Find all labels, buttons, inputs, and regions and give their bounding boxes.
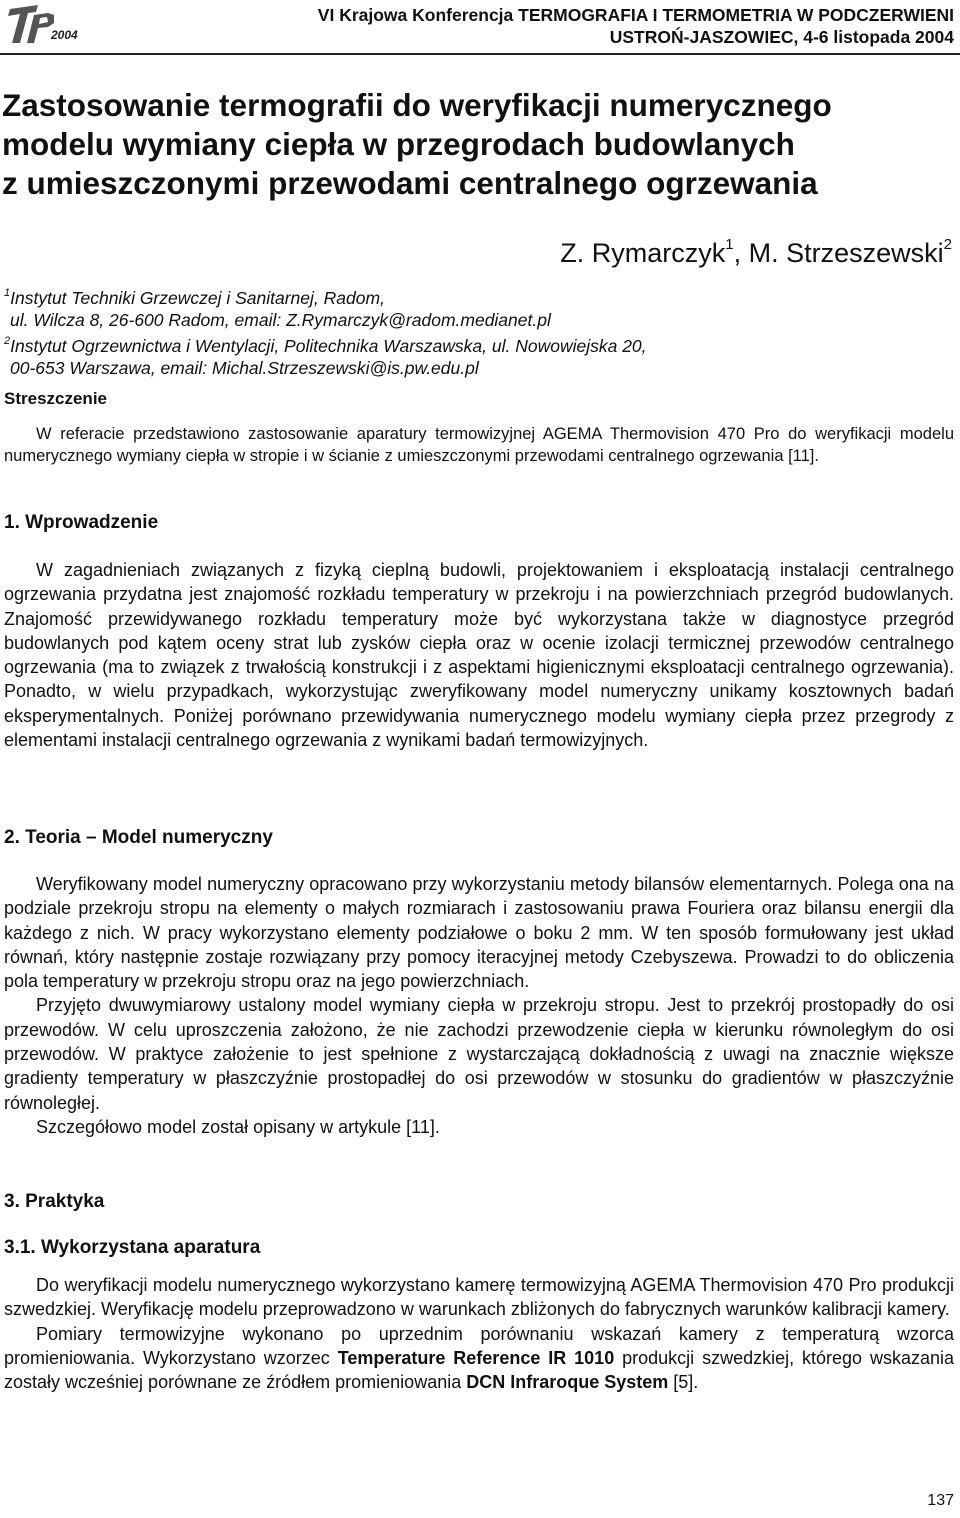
conference-name: VI Krajowa Konferencja TERMOGRAFIA I TERMOMETRIA W PODCZERWIENI [317, 5, 954, 25]
affil-2-line-1: Instytut Ogrzewnictwa i Wentylacji, Politechnika Warszawska, ul. Nowowiejska 20, [10, 336, 647, 356]
author-1-affil: 1 [725, 236, 734, 253]
affil-1-line-2: ul. Wilcza 8, 26-600 Radom, email: Z.Rymarczyk@radom.medianet.pl [10, 310, 551, 330]
radiation-source: DCN Infraroque System [466, 1372, 669, 1393]
section-2-paragraph-1: Weryfikowany model numeryczny opracowano przy wykorzystaniu metody bilansów elementarnych. Polega ona na podziale przekroju stropu na elementy o małych rozmiarach i zastosowaniu prawa Fouriera oraz bilansu energii dla każdego z nich. W pracy wykorzystano elementy podziałowe o boku 2 mm. W ten sposób formułowany jest układ równań, który następnie zostaje rozwiązany przy pomocy iteracyjnej metody Czebyszewa. Prowadzi to do obliczenia pola temperatury w przekroju stropu oraz na jego powierzchniach. [4, 874, 954, 992]
p2-text-a: Pomiary termowizyjne wykonano po uprzednim porównaniu wskazań kamery z temperaturą wzorca promieniowania. Wykorzystano wzorzec [4, 1323, 954, 1368]
p2-text-e: [5]. [668, 1372, 699, 1393]
affil-1-line-1: Instytut Techniki Grzewczej i Sanitarnej, Radom, [10, 288, 385, 308]
author-separator: , [733, 238, 749, 268]
author-2-affil: 2 [943, 236, 952, 253]
author-1: Z. Rymarczyk [560, 238, 726, 268]
section-3-1-heading: 3.1. Wykorzystana aparatura [4, 1237, 261, 1258]
section-3-1-paragraph-2 [4, 1322, 954, 1395]
title-line-3: z umieszczonymi przewodami centralnego ogrzewania [2, 165, 818, 201]
author-2: M. Strzeszewski [748, 238, 944, 268]
logo-year: 2004 [51, 28, 78, 42]
section-2-paragraph-3: Szczegółowo model został opisany w artykule [11]. [36, 1116, 440, 1137]
abstract-text [4, 424, 954, 467]
section-3-1-paragraph-1: Do weryfikacji modelu numerycznego wykorzystano kamerę termowizyjną AGEMA Thermovision 470 Pro produkcji szwedzkiej. Weryfikację modelu przeprowadzono w warunkach zbliżonych do fabrycznych warunków kalibracji kamery. [4, 1275, 954, 1320]
page-number: 137 [927, 1492, 954, 1509]
section-1-paragraph-1: W zagadnieniach związanych z fizyką cieplną budowli, projektowaniem i eksploatacją instalacji centralnego ogrzewania przydatna jest znajomość rozkładu temperatury w przekroju i na powierzchniach przegród budowlanych. Znajomość przewidywanego rozkładu temperatury może być wykorzystana także w diagnostyce przegród budowlanych pod kątem oceny strat lub zysków ciepła oraz w ocenie izolacji termicznej przewodów centralnego ogrzewania (ma to związek z trwałością konstrukcji i z aspektami higienicznymi eksploatacji centralnego ogrzewania). Ponadto, w wielu przypadkach, wykorzystując zweryfikowany model numeryczny unikamy kosztownych badań eksperymentalnych. Poniżej porównano przewidywania numerycznego modelu wymiany ciepła przez przegrody z elementami instalacji centralnego ogrzewania z wynikami badań termowizyjnych. [4, 560, 954, 751]
section-1-heading: 1. Wprowadzenie [4, 512, 159, 533]
section-2-paragraph-2: Przyjęto dwuwymiarowy ustalony model wymiany ciepła w przekroju stropu. Jest to przekrój prostopadły do osi przewodów. W celu uproszczenia założono, że nie zachodzi przewodzenie ciepła w kierunku równoległym do osi przewodów. W praktyce założenie to jest spełnione z wystarczającą dokładnością z uwagi na znacznie większe gradienty temperatury w płaszczyźnie prostopadłej do osi przewodów w stosunku do gradientów w płaszczyźnie równoległej. [4, 995, 954, 1113]
affiliation-1 [4, 282, 551, 331]
p2-text-c: produkcji szwedzkiej, którego wskazania zostały wcześniej porównane ze źródłem promieniowania [4, 1347, 954, 1393]
affil-2-sup: 2 [4, 335, 11, 347]
conference-logo [4, 3, 84, 47]
affiliation-2 [4, 330, 647, 379]
conference-place-date: USTROŃ-JASZOWIEC, 4-6 listopada 2004 [609, 27, 954, 47]
section-1-body [4, 558, 954, 752]
reference-device: Temperature Reference IR 1010 [337, 1347, 615, 1368]
section-3-heading: 3. Praktyka [4, 1191, 105, 1212]
abstract-paragraph: W referacie przedstawiono zastosowanie aparatury termowizyjnej AGEMA Thermovision 470 Pro do weryfikacji modelu numerycznego wymiany ciepła w stropie i w ścianie z umieszczonymi przewodami centralnego ogrzewania [11]. [4, 425, 954, 465]
title-line-1: Zastosowanie termografii do weryfikacji numerycznego [2, 87, 832, 123]
section-2-heading: 2. Teoria – Model numeryczny [4, 827, 273, 848]
section-3-1-body [4, 1273, 954, 1394]
abstract-heading: Streszczenie [4, 389, 107, 408]
header-rule [0, 53, 960, 55]
title-line-2: modelu wymiany ciepła w przegrodach budowlanych [2, 126, 795, 162]
affil-1-sup: 1 [4, 287, 11, 299]
section-2-body [4, 872, 954, 1139]
affil-2-line-2: 00-653 Warszawa, email: Michal.Strzeszewski@is.pw.edu.pl [10, 358, 479, 378]
paper-title [2, 86, 952, 203]
authors [560, 229, 952, 269]
